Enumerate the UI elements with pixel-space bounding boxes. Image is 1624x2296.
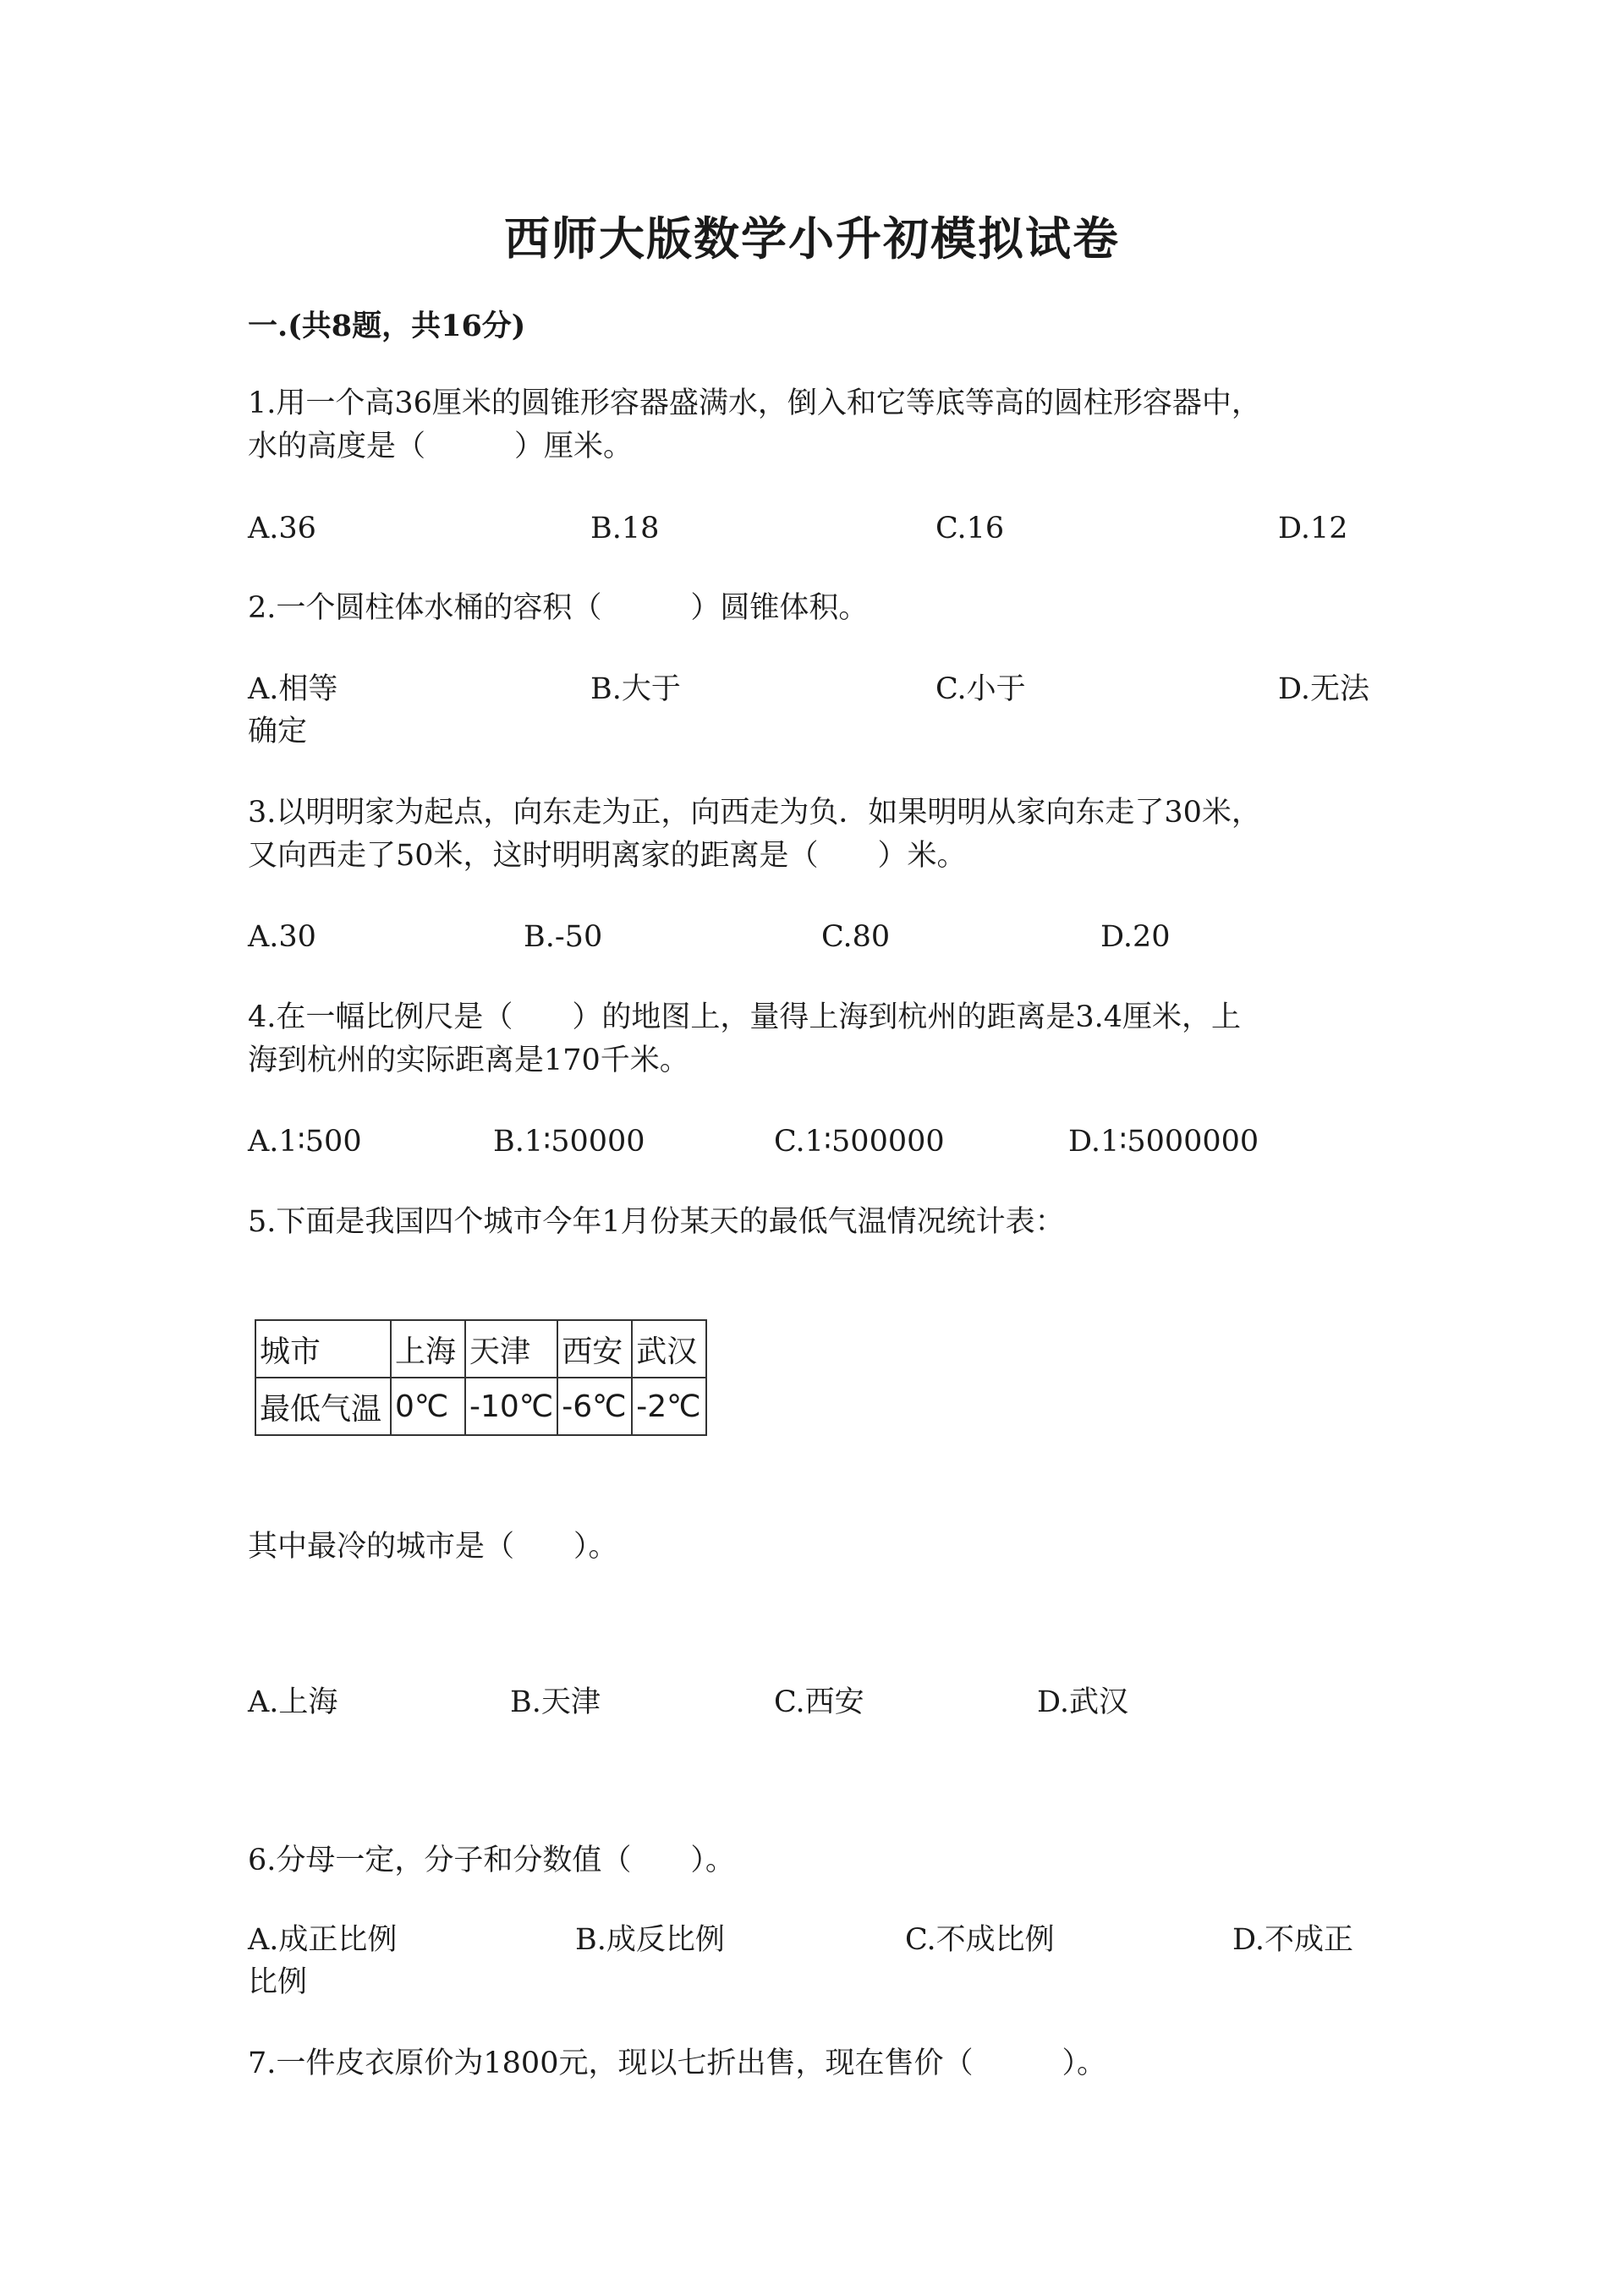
- option-b: B.天津: [510, 1685, 601, 1719]
- option-c: C.80: [821, 920, 891, 954]
- option-a: A.1∶500: [248, 1125, 362, 1159]
- question-7-line-1: 7.一件皮衣原价为1800元，现以七折出售，现在售价（ ）。: [248, 2047, 1106, 2080]
- question-3-line-1: 3.以明明家为起点，向东走为正，向西走为负．如果明明从家向东走了30米，: [248, 796, 1261, 830]
- question-3-line-2: 又向西走了50米，这时明明离家的距离是（ ）米。: [248, 839, 967, 873]
- question-4-options: [248, 1121, 1398, 1164]
- question-1: [248, 382, 1390, 469]
- option-d: D.不成正: [1232, 1923, 1353, 1957]
- table-cell: 城市: [255, 1320, 391, 1378]
- table-cell: -6℃: [557, 1378, 632, 1435]
- question-5: [248, 1201, 1390, 1244]
- option-d: D.1∶5000000: [1068, 1125, 1259, 1159]
- question-5-follow-up: 其中最冷的城市是（ ）。: [248, 1530, 618, 1564]
- option-c: C.不成比例: [905, 1923, 1055, 1957]
- table-cell: -10℃: [465, 1378, 557, 1435]
- section-heading: 一.(共8题，共16分): [248, 309, 526, 343]
- option-a: A.30: [248, 920, 316, 954]
- question-2-line-1: 2.一个圆柱体水桶的容积（ ）圆锥体积。: [248, 591, 869, 625]
- question-4-line-2: 海到杭州的实际距离是170千米。: [248, 1044, 689, 1077]
- question-2: [248, 587, 1390, 630]
- question-7: [248, 2042, 1390, 2085]
- page-title: 西师大版数学小升初模拟试卷: [504, 211, 1120, 266]
- option-a: A.36: [248, 512, 316, 545]
- question-4: [248, 996, 1390, 1082]
- option-d: D.无法: [1278, 672, 1369, 706]
- question-1-line-1: 1.用一个高36厘米的圆锥形容器盛满水，倒入和它等底等高的圆柱形容器中，: [248, 386, 1261, 420]
- temperature-table: [255, 1319, 707, 1436]
- question-2-option-d-wrap: 确定: [248, 715, 308, 748]
- table-cell: 上海: [391, 1320, 465, 1378]
- option-a: A.成正比例: [248, 1923, 398, 1957]
- option-b: B.18: [590, 512, 660, 545]
- option-d: D.20: [1100, 920, 1171, 954]
- option-c: C.16: [935, 512, 1005, 545]
- question-1-line-2: 水的高度是（ ）厘米。: [248, 430, 634, 463]
- table-cell: 西安: [557, 1320, 632, 1378]
- question-5-options: [248, 1681, 1398, 1724]
- table-cell: 0℃: [391, 1378, 465, 1435]
- table-cell: 武汉: [632, 1320, 706, 1378]
- option-a: A.相等: [248, 672, 338, 706]
- question-5-line-1: 5.下面是我国四个城市今年1月份某天的最低气温情况统计表：: [248, 1205, 1065, 1239]
- table-header-row: [255, 1320, 706, 1378]
- option-d: D.武汉: [1037, 1685, 1128, 1719]
- option-c: C.西安: [774, 1685, 864, 1719]
- question-6: [248, 1839, 1390, 1882]
- table-row: [255, 1378, 706, 1435]
- option-d: D.12: [1278, 512, 1348, 545]
- question-6-options: [248, 1919, 1398, 1962]
- question-6-line-1: 6.分母一定，分子和分数值（ ）。: [248, 1844, 735, 1877]
- table-cell: 天津: [465, 1320, 557, 1378]
- option-b: B.大于: [590, 672, 681, 706]
- question-1-options: [248, 507, 1398, 551]
- option-c: C.小于: [935, 672, 1026, 706]
- question-3: [248, 792, 1390, 878]
- table-cell: -2℃: [632, 1378, 706, 1435]
- option-b: B.-50: [524, 920, 603, 954]
- option-b: B.成反比例: [575, 1923, 725, 1957]
- question-6-option-d-wrap: 比例: [248, 1965, 308, 1999]
- question-2-options: [248, 668, 1398, 711]
- option-a: A.上海: [248, 1685, 338, 1719]
- table-cell: 最低气温: [255, 1378, 391, 1435]
- question-4-line-1: 4.在一幅比例尺是（ ）的地图上，量得上海到杭州的距离是3.4厘米，上: [248, 1000, 1242, 1034]
- question-3-options: [248, 916, 1398, 959]
- option-b: B.1∶50000: [493, 1125, 645, 1159]
- option-c: C.1∶500000: [774, 1125, 945, 1159]
